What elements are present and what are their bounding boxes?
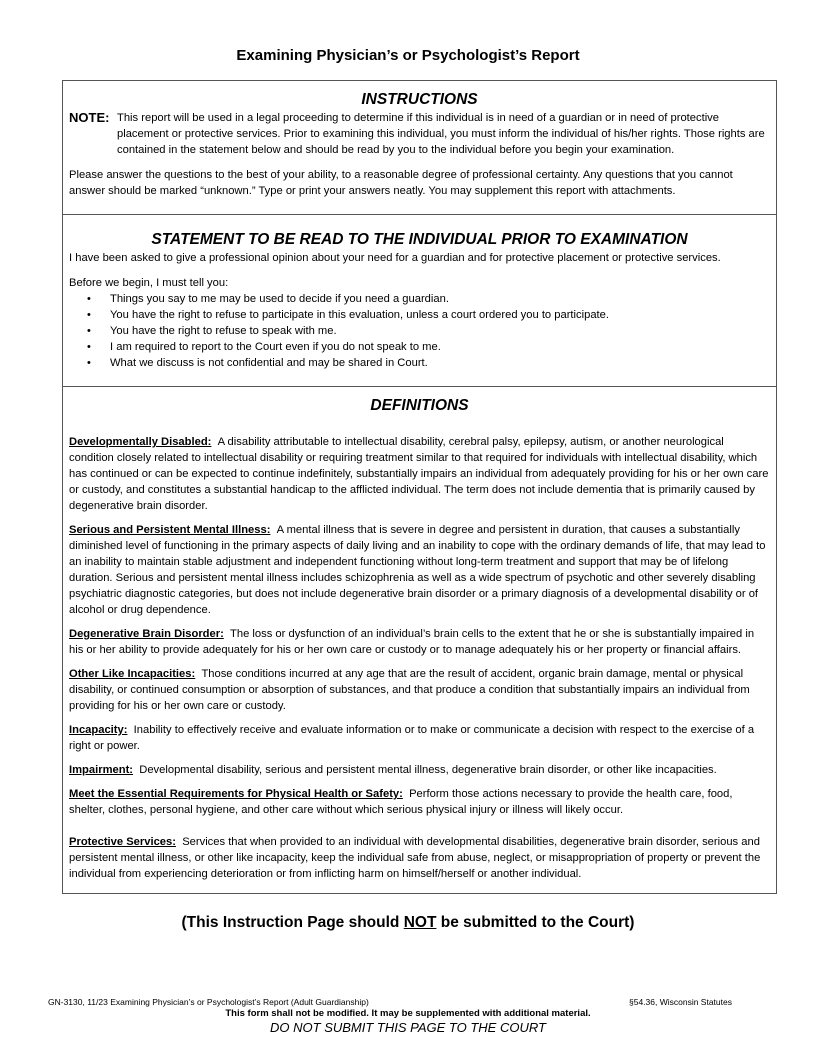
definition-term: Impairment: (69, 764, 134, 776)
definition-item (69, 722, 770, 754)
footer-statute: §54.36, Wisconsin Statutes (628, 997, 732, 1007)
definition-item (69, 834, 770, 882)
statement-bullet: • What we discuss is not confidential and may be shared in Court. (85, 355, 770, 371)
definition-text: A disability attributable to intellectual disability, cerebral palsy, epilepsy, autism, or another neurological condition closely related to intellectual disability or requiring treatment similar to that required for individuals with intellectual disability, which has continued or can be expected to continue indefinitely, substantially impairs an individual from adequately providing for his or her own care or custody, and constitutes a substantial handicap to the afflicted individual. The term does not include dementia that is primarily caused by degenerative brain disorder. (69, 436, 769, 512)
definition-item (69, 434, 770, 514)
definition-text: The loss or dysfunction of an individual’s brain cells to the extent that he or she is substantially impaired in his or her ability to provide adequately for his or her own care or custody or to manage adequately his or her property or financial affairs. (69, 628, 755, 656)
definition-term: Incapacity: (69, 724, 128, 736)
definitions-section (63, 387, 776, 893)
definition-text: A mental illness that is severe in degree and persistent in duration, that causes a substantially diminished level of functioning in the primary aspects of daily living and an inability to cope with the ordinary demands of life, that may lead to an inability to maintain stable adjustment and independent functioning without long-term treatment and support that may be of lifelong duration. Serious and persistent mental illness includes schizophrenia as well as a wide spectrum of psychotic and other severely disabling psychiatric diagnostic categories, but does not include degenerative brain disorder or a primary diagnosis of a developmental disability or of alcohol or drug dependence. (69, 524, 766, 616)
statement-heading: STATEMENT TO BE READ TO THE INDIVIDUAL PRIOR TO EXAMINATION (151, 231, 688, 248)
definition-item (69, 522, 770, 618)
statement-section (63, 215, 776, 387)
instructions-paragraph: Please answer the questions to the best of your ability, to a reasonable degree of professional certainty. Any questions that you cannot answer should be marked “unknown.” Type or print your answers neatly. You may supplement this report with attachments. (69, 169, 733, 197)
statement-bullet: • You have the right to refuse to participate in this evaluation, unless a court ordered you to participate. (85, 307, 770, 323)
definition-term: Protective Services: (69, 836, 176, 848)
form-box (62, 80, 777, 894)
footer-form-id: GN-3130, 11/23 Examining Physician’s or Psychologist’s Report (Adult Guardianship) (48, 997, 369, 1007)
definition-item (69, 666, 770, 714)
note-text: This report will be used in a legal proceeding to determine if this individual is in need of a guardian or in need of protective placement or protective services. Prior to examining this individual, you must inform the individual of his/her rights. Those rights are contained in the statement below and should be read by you to the individual before you begin your examination. (117, 112, 765, 156)
bottom-note-emphasis: NOT (403, 914, 437, 931)
note-row (69, 110, 770, 158)
instructions-section (63, 81, 776, 215)
definition-text: Inability to effectively receive and evaluate information or to make or communicate a decision with respect to the exercise of a right or power. (69, 724, 755, 752)
definition-term: Meet the Essential Requirements for Physical Health or Safety: (69, 788, 403, 800)
statement-bullet: • I am required to report to the Court even if you do not speak to me. (85, 339, 770, 355)
definition-text: Developmental disability, serious and persistent mental illness, degenerative brain disorder, or other like incapacities. (139, 764, 717, 776)
page-title: Examining Physician’s or Psychologist’s Report (236, 47, 580, 64)
definition-text: Those conditions incurred at any age that are the result of accident, organic brain damage, mental or physical disability, or continued consumption or absorption of substances, and that produce a condition that substantially impairs an individual from providing for his or her own care or custody. (69, 668, 750, 712)
statement-before: Before we begin, I must tell you: (69, 277, 229, 289)
statement-intro: I have been asked to give a professional opinion about your need for a guardian and for protective placement or protective services. (69, 252, 721, 264)
definition-term: Degenerative Brain Disorder: (69, 628, 224, 640)
definition-item (69, 786, 770, 818)
definition-term: Developmentally Disabled: (69, 436, 212, 448)
bottom-note-before: (This Instruction Page should (181, 914, 404, 931)
statement-bullet-list (85, 291, 770, 371)
definition-text: Perform those actions necessary to provide the health care, food, shelter, clothes, personal hygiene, and other care without which serious physical injury or illness will likely occur. (69, 788, 733, 816)
definition-item (69, 626, 770, 658)
footer-warning: DO NOT SUBMIT THIS PAGE TO THE COURT (270, 1020, 546, 1035)
definitions-heading: DEFINITIONS (370, 397, 469, 414)
footer-notice: This form shall not be modified. It may be supplemented with additional material. (225, 1008, 591, 1019)
bottom-note (0, 912, 816, 934)
definition-text: Services that when provided to an individual with developmental disabilities, degenerative brain disorder, serious and persistent mental illness, or other like incapacity, keep the individual safe from abuse, neglect, or misappropriation of property or prevent the individual from experiencing deterioration or from inflicting harm on himself/herself or another individual. (69, 836, 761, 880)
definition-item (69, 762, 770, 778)
statement-bullet: • You have the right to refuse to speak with me. (85, 323, 770, 339)
definition-term: Other Like Incapacities: (69, 668, 196, 680)
definition-term: Serious and Persistent Mental Illness: (69, 524, 271, 536)
statement-bullet: • Things you say to me may be used to decide if you need a guardian. (85, 291, 770, 307)
note-label: NOTE: (69, 110, 110, 125)
instructions-heading: INSTRUCTIONS (361, 91, 478, 108)
bottom-note-after: be submitted to the Court) (436, 914, 635, 931)
